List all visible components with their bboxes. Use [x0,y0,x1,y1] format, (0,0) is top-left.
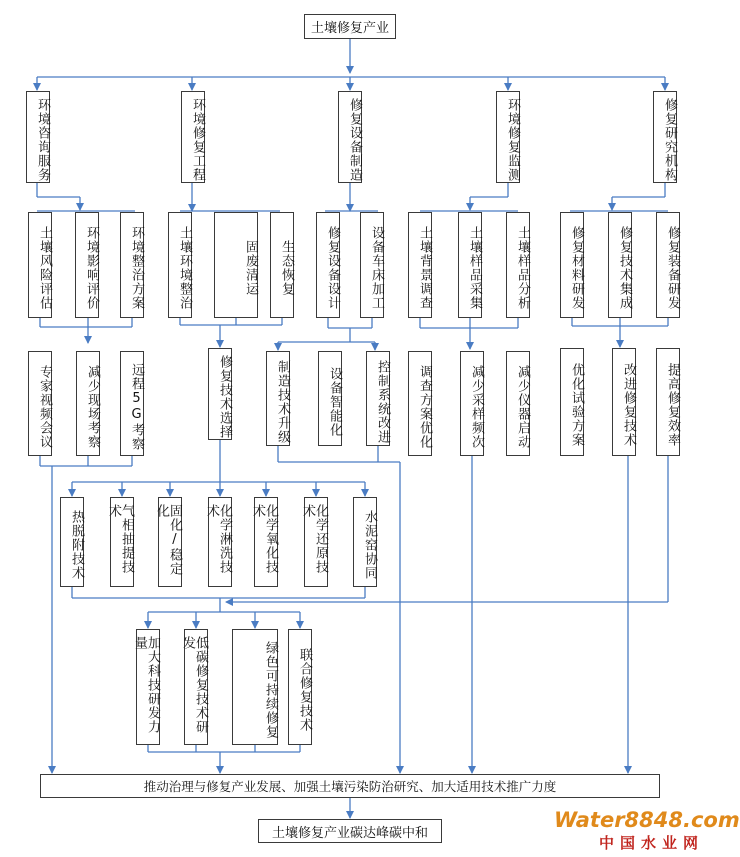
watermark-subtitle: 中国水业网 [598,834,704,852]
node-improve-techniques: 改进修复技术 [612,348,636,456]
node-material-rnd: 修复材料研发 [560,212,584,318]
node-increase-rnd: 加大科技研发力量 [136,629,160,745]
node-thermal-desorption: 热脱附技术 [60,497,84,587]
node-chemical-reduction: 化学还原技术 [304,497,328,587]
node-optimize-experiments: 优化试验方案 [560,348,584,456]
node-solid-waste: 固废清运 [214,212,258,318]
node-sample-analysis: 土壤样品分析 [506,212,530,318]
node-cement-kiln: 水泥窑协同 [353,497,377,587]
node-fewer-site-visits: 减少现场考察 [76,351,100,456]
node-technique-selection: 修复技术选择 [208,348,232,440]
node-background-survey: 土壤背景调查 [408,212,432,318]
node-soil-risk-assessment: 土壤风险评估 [28,212,52,318]
node-equipment-manufacturing: 修复设备制造 [338,91,362,183]
node-improve-efficiency: 提高修复效率 [656,348,680,456]
summary-banner: 推动治理与修复产业发展、加强土壤污染防治研究、加大适用技术推广力度 [40,774,660,798]
watermark-brand-c: .com [683,808,740,832]
node-equipment-rnd: 修复装备研发 [656,212,680,318]
node-environmental-impact: 环境影响评价 [75,212,99,318]
watermark-brand-a: Water [554,808,625,832]
node-ecological-restoration: 生态恢复 [270,212,294,318]
node-chemical-oxidation: 化学氧化技术 [254,497,278,587]
node-equipment-intelligence: 设备智能化 [318,351,342,446]
node-combined-remediation: 联合修复技术 [288,629,312,745]
node-survey-optimization: 调查方案优化 [408,351,432,456]
node-research-institutions: 修复研究机构 [653,91,677,183]
node-consulting-services: 环境咨询服务 [26,91,50,183]
node-low-carbon-rnd: 低碳修复技术研发 [184,629,208,745]
node-vapor-extraction: 气相抽提技术 [110,497,134,587]
node-green-sustainable: 绿色可持续修复 [232,629,278,745]
node-soil-remediation: 土壤环境整治 [168,212,192,318]
node-remediation-plan: 环境整治方案 [120,212,144,318]
bottom-node: 土壤修复产业碳达峰碳中和 [258,819,442,843]
node-expert-video-meeting: 专家视频会议 [28,351,52,456]
top-node: 土壤修复产业 [304,14,396,39]
node-solidification: 固化/稳定化 [158,497,182,587]
node-equipment-design: 修复设备设计 [316,212,340,318]
node-remediation-engineering: 环境修复工程 [181,91,205,183]
node-remote-5g-survey: 远程5G考察 [120,351,144,456]
node-remediation-monitoring: 环境修复监测 [496,91,520,183]
site-watermark [554,808,740,853]
watermark-logo [554,808,740,832]
node-fewer-sampling: 减少采样频次 [460,351,484,456]
node-control-improvement: 控制系统改进 [366,351,390,446]
node-lathe-machining: 设备车床加工 [360,212,384,318]
node-fewer-instrument-starts: 减少仪器启动 [506,351,530,456]
node-sample-collection: 土壤样品采集 [458,212,482,318]
watermark-brand-b: 8848 [624,808,683,832]
node-chemical-leaching: 化学淋洗技术 [208,497,232,587]
node-technology-integration: 修复技术集成 [608,212,632,318]
node-manufacturing-upgrade: 制造技术升级 [266,351,290,446]
